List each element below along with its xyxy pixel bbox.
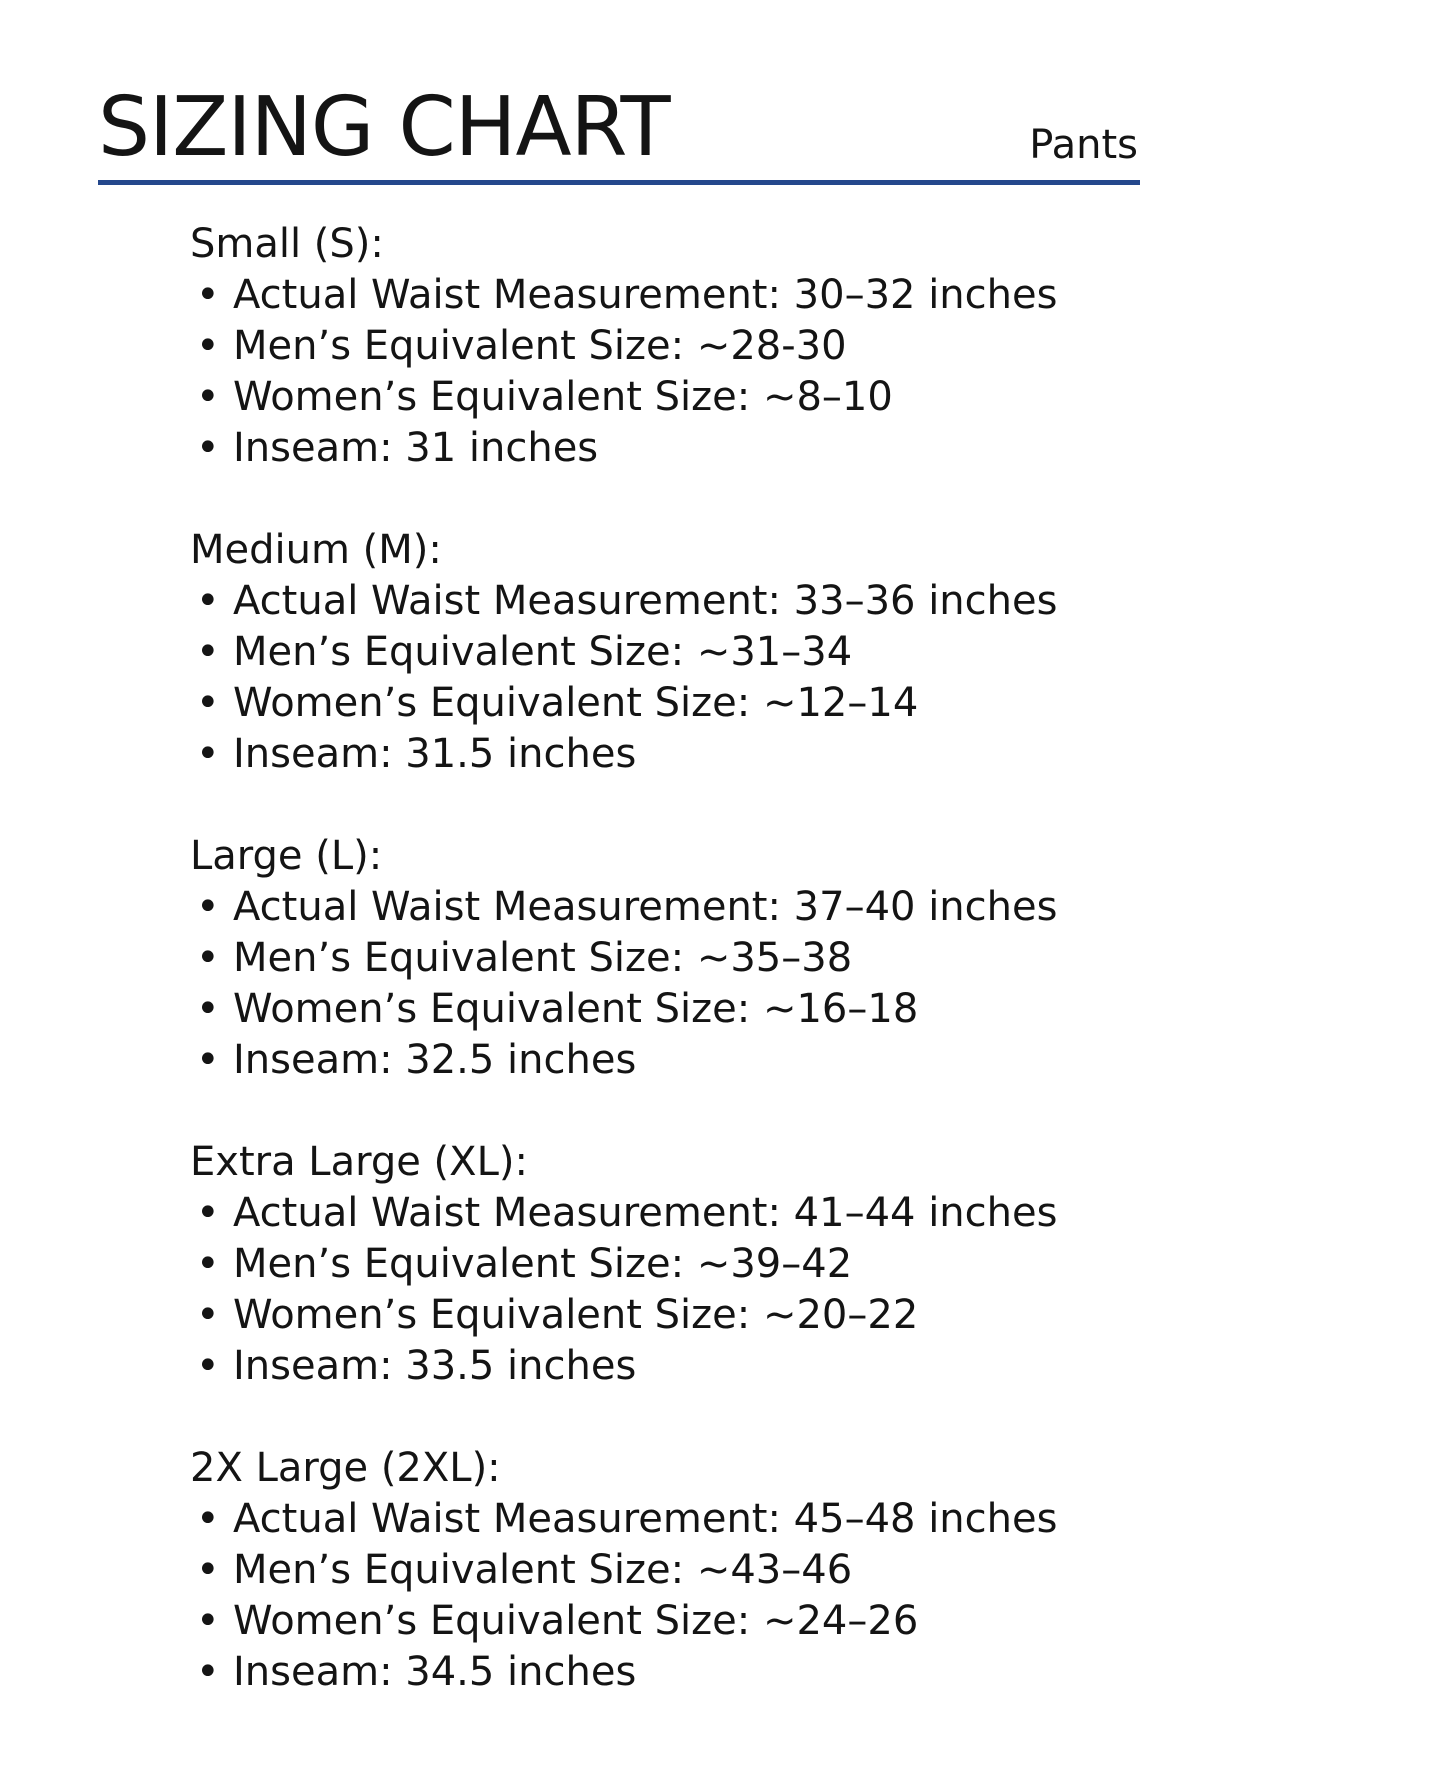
item-text: Actual Waist Measurement: 37–40 inches xyxy=(233,884,1058,930)
bullet-icon: • xyxy=(196,1190,220,1236)
list-item xyxy=(190,729,1290,780)
item-text: Men’s Equivalent Size: ~31–34 xyxy=(233,629,853,675)
bullet-icon: • xyxy=(196,425,220,471)
size-section-extra-large xyxy=(190,1137,1290,1392)
list-item xyxy=(190,1035,1290,1086)
list-item xyxy=(190,1545,1290,1596)
list-item xyxy=(190,1647,1290,1698)
bullet-icon: • xyxy=(196,1241,220,1287)
item-text: Inseam: 31.5 inches xyxy=(233,731,637,777)
list-item xyxy=(190,576,1290,627)
bullet-icon: • xyxy=(196,680,220,726)
item-text: Women’s Equivalent Size: ~8–10 xyxy=(233,374,893,420)
item-text: Inseam: 34.5 inches xyxy=(233,1649,637,1695)
item-text: Men’s Equivalent Size: ~43–46 xyxy=(233,1547,853,1593)
measurement-list xyxy=(190,1188,1290,1392)
section-heading: Medium (M): xyxy=(190,527,442,573)
page-header xyxy=(98,78,1138,188)
bullet-icon: • xyxy=(196,1343,220,1389)
list-item xyxy=(190,1494,1290,1545)
bullet-icon: • xyxy=(196,374,220,420)
measurement-list xyxy=(190,270,1290,474)
size-section-medium xyxy=(190,525,1290,780)
section-heading: Extra Large (XL): xyxy=(190,1139,528,1185)
measurement-list xyxy=(190,1494,1290,1698)
bullet-icon: • xyxy=(196,731,220,777)
item-text: Actual Waist Measurement: 41–44 inches xyxy=(233,1190,1058,1236)
bullet-icon: • xyxy=(196,629,220,675)
item-text: Men’s Equivalent Size: ~28-30 xyxy=(233,323,847,369)
item-text: Women’s Equivalent Size: ~24–26 xyxy=(233,1598,919,1644)
item-text: Women’s Equivalent Size: ~16–18 xyxy=(233,986,919,1032)
bullet-icon: • xyxy=(196,1547,220,1593)
bullet-icon: • xyxy=(196,272,220,318)
measurement-list xyxy=(190,576,1290,780)
item-text: Actual Waist Measurement: 33–36 inches xyxy=(233,578,1058,624)
list-item xyxy=(190,372,1290,423)
list-item xyxy=(190,984,1290,1035)
page-title: SIZING CHART xyxy=(98,80,670,175)
list-item xyxy=(190,1596,1290,1647)
list-item xyxy=(190,933,1290,984)
list-item xyxy=(190,321,1290,372)
item-text: Actual Waist Measurement: 30–32 inches xyxy=(233,272,1058,318)
section-heading: Large (L): xyxy=(190,833,383,879)
list-item xyxy=(190,1188,1290,1239)
measurement-list xyxy=(190,882,1290,1086)
bullet-icon: • xyxy=(196,986,220,1032)
bullet-icon: • xyxy=(196,884,220,930)
size-section-2x-large xyxy=(190,1443,1290,1698)
bullet-icon: • xyxy=(196,1037,220,1083)
item-text: Inseam: 31 inches xyxy=(233,425,599,471)
list-item xyxy=(190,1239,1290,1290)
item-text: Actual Waist Measurement: 45–48 inches xyxy=(233,1496,1058,1542)
bullet-icon: • xyxy=(196,935,220,981)
list-item xyxy=(190,423,1290,474)
item-text: Men’s Equivalent Size: ~35–38 xyxy=(233,935,853,981)
section-heading: 2X Large (2XL): xyxy=(190,1445,501,1491)
bullet-icon: • xyxy=(196,1292,220,1338)
list-item xyxy=(190,1341,1290,1392)
size-sections xyxy=(190,219,1290,1749)
item-text: Men’s Equivalent Size: ~39–42 xyxy=(233,1241,853,1287)
list-item xyxy=(190,1290,1290,1341)
size-section-small xyxy=(190,219,1290,474)
bullet-icon: • xyxy=(196,1496,220,1542)
size-section-large xyxy=(190,831,1290,1086)
item-text: Women’s Equivalent Size: ~20–22 xyxy=(233,1292,919,1338)
list-item xyxy=(190,627,1290,678)
bullet-icon: • xyxy=(196,1649,220,1695)
page-subtitle: Pants xyxy=(1029,122,1138,168)
item-text: Inseam: 33.5 inches xyxy=(233,1343,637,1389)
list-item xyxy=(190,882,1290,933)
list-item xyxy=(190,678,1290,729)
bullet-icon: • xyxy=(196,323,220,369)
bullet-icon: • xyxy=(196,1598,220,1644)
bullet-icon: • xyxy=(196,578,220,624)
list-item xyxy=(190,270,1290,321)
item-text: Inseam: 32.5 inches xyxy=(233,1037,637,1083)
item-text: Women’s Equivalent Size: ~12–14 xyxy=(233,680,919,726)
header-divider xyxy=(98,180,1140,185)
section-heading: Small (S): xyxy=(190,221,384,267)
